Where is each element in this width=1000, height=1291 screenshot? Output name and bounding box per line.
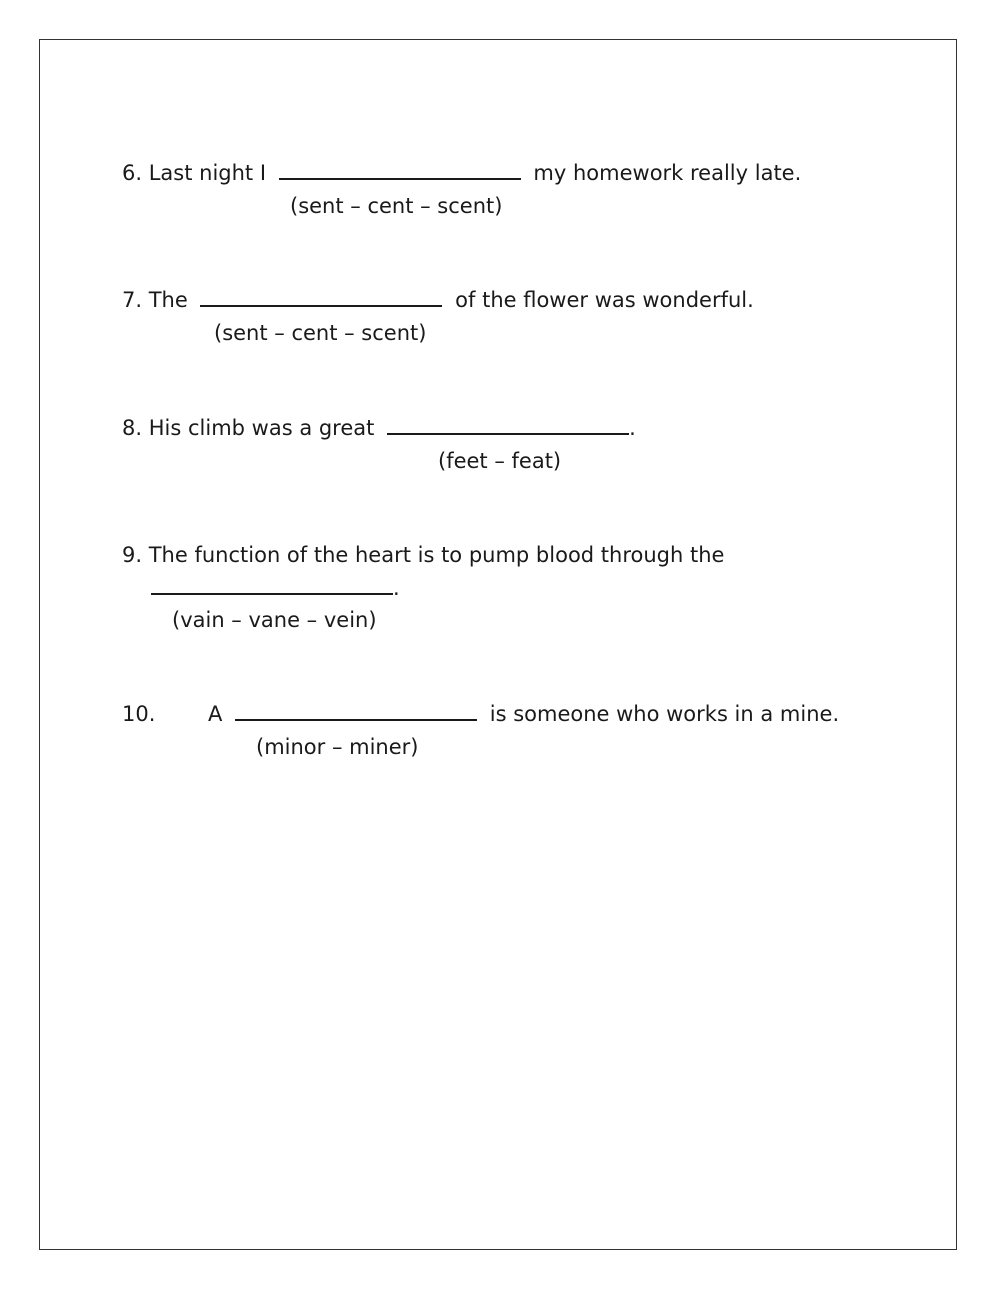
question-8 [122, 415, 636, 441]
question-number: 7. [122, 288, 143, 312]
answer-blank[interactable] [279, 160, 521, 180]
question-text-before: The function of the heart is to pump blood through the [148, 543, 725, 567]
question-8-options: (feet – feat) [438, 449, 562, 473]
question-7-options: (sent – cent – scent) [214, 321, 427, 345]
answer-blank[interactable] [151, 575, 393, 595]
question-9 [122, 542, 724, 568]
question-10 [122, 701, 839, 727]
page-border [39, 39, 957, 1250]
question-9-blank-line [151, 575, 400, 601]
question-text-before: The [148, 288, 188, 312]
question-number: 8. [122, 416, 143, 440]
question-number: 6. [122, 161, 143, 185]
question-6 [122, 160, 801, 186]
question-text-before: A [208, 702, 223, 726]
question-text-after: of the flower was wonderful. [455, 288, 754, 312]
question-text-after: my homework really late. [533, 161, 802, 185]
question-text-after: is someone who works in a mine. [489, 702, 840, 726]
question-number: 10. [122, 702, 156, 726]
answer-blank[interactable] [387, 415, 629, 435]
question-9-options: (vain – vane – vein) [172, 608, 377, 632]
question-number: 9. [122, 543, 143, 567]
answer-blank[interactable] [200, 287, 442, 307]
question-text-before: His climb was a great [148, 416, 375, 440]
question-6-options: (sent – cent – scent) [290, 194, 503, 218]
question-text-after: . [629, 416, 636, 440]
question-text-after: . [393, 576, 400, 600]
question-10-options: (minor – miner) [256, 735, 419, 759]
question-text-before: Last night I [148, 161, 267, 185]
question-7 [122, 287, 754, 313]
answer-blank[interactable] [235, 701, 477, 721]
